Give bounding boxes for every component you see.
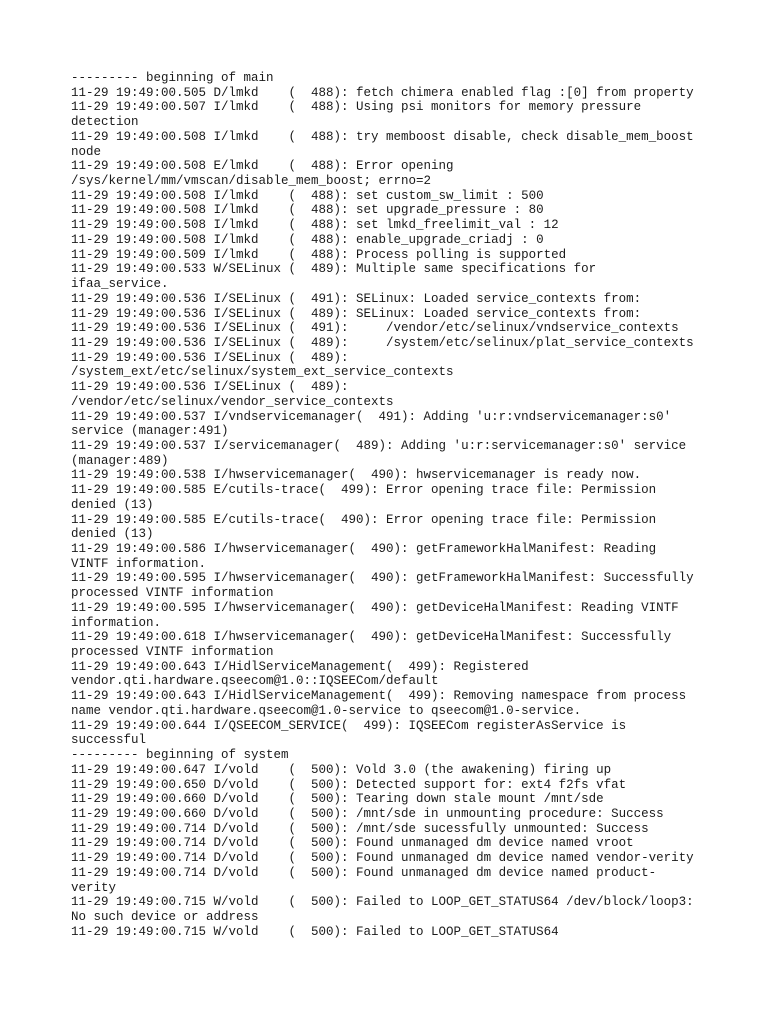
log-line: 11-29 19:49:00.647 I/vold ( 500): Vold 3.0 (the awakening) firing up <box>71 762 612 777</box>
log-line: 11-29 19:49:00.533 W/SELinux ( 489): Multiple same specifications for <box>71 262 597 277</box>
log-line: denied (13) <box>71 497 154 512</box>
log-line: 11-29 19:49:00.714 D/vold ( 500): Found unmanaged dm device named product- <box>71 865 657 880</box>
log-line: No such device or address <box>71 909 259 924</box>
log-line: 11-29 19:49:00.538 I/hwservicemanager( 490): hwservicemanager is ready now. <box>71 468 642 483</box>
log-line: 11-29 19:49:00.508 E/lmkd ( 488): Error opening <box>71 159 454 174</box>
log-line: 11-29 19:49:00.536 I/SELinux ( 491): SELinux: Loaded service_contexts from: <box>71 291 642 306</box>
log-line: 11-29 19:49:00.715 W/vold ( 500): Failed to LOOP_GET_STATUS64 <box>71 924 559 939</box>
log-line: name vendor.qti.hardware.qseecom@1.0-service to qseecom@1.0-service. <box>71 703 582 718</box>
log-line: /system_ext/etc/selinux/system_ext_service_contexts <box>71 365 454 380</box>
log-line: 11-29 19:49:00.585 E/cutils-trace( 499): Error opening trace file: Permission <box>71 483 657 498</box>
log-line: 11-29 19:49:00.537 I/vndservicemanager( 491): Adding 'u:r:vndservicemanager:s0' <box>71 409 672 424</box>
log-line: 11-29 19:49:00.660 D/vold ( 500): /mnt/sde in unmounting procedure: Success <box>71 806 664 821</box>
log-line: 11-29 19:49:00.537 I/servicemanager( 489): Adding 'u:r:servicemanager:s0' service <box>71 438 687 453</box>
log-line: processed VINTF information <box>71 586 274 601</box>
log-line: 11-29 19:49:00.714 D/vold ( 500): Found unmanaged dm device named vroot <box>71 836 634 851</box>
log-line: 11-29 19:49:00.714 D/vold ( 500): /mnt/sde sucessfully unmounted: Success <box>71 821 649 836</box>
log-line: 11-29 19:49:00.586 I/hwservicemanager( 490): getFrameworkHalManifest: Reading <box>71 542 657 556</box>
log-line: VINTF information. <box>71 556 207 571</box>
log-line: 11-29 19:49:00.536 I/SELinux ( 489): /system/etc/selinux/plat_service_contexts <box>71 335 694 350</box>
log-line: processed VINTF information <box>71 645 274 660</box>
log-line: 11-29 19:49:00.509 I/lmkd ( 488): Process polling is supported <box>71 247 567 262</box>
log-line: 11-29 19:49:00.643 I/HidlServiceManagement( 499): Removing namespace from process <box>71 689 687 704</box>
log-line: 11-29 19:49:00.618 I/hwservicemanager( 490): getDeviceHalManifest: Successfully <box>71 630 672 645</box>
log-line: information. <box>71 615 162 630</box>
log-line: 11-29 19:49:00.585 E/cutils-trace( 490): Error opening trace file: Permission <box>71 512 657 527</box>
log-line: 11-29 19:49:00.536 I/SELinux ( 489): <box>71 350 349 365</box>
log-line: 11-29 19:49:00.644 I/QSEECOM_SERVICE( 499): IQSEECom registerAsService is <box>71 718 627 733</box>
log-line: node <box>71 144 102 159</box>
log-line: 11-29 19:49:00.643 I/HidlServiceManagement( 499): Registered <box>71 659 529 674</box>
log-line: (manager:489) <box>71 453 169 468</box>
log-line: 11-29 19:49:00.508 I/lmkd ( 488): set upgrade_pressure : 80 <box>71 203 544 218</box>
log-line: 11-29 19:49:00.536 I/SELinux ( 491): /vendor/etc/selinux/vndservice_contexts <box>71 321 679 336</box>
log-line: denied (13) <box>71 527 154 542</box>
log-line: 11-29 19:49:00.508 I/lmkd ( 488): try memboost disable, check disable_mem_boost <box>71 129 694 144</box>
log-line: 11-29 19:49:00.536 I/SELinux ( 489): <box>71 380 349 395</box>
log-text-block <box>71 71 711 939</box>
log-line: verity <box>71 880 117 895</box>
log-line: 11-29 19:49:00.660 D/vold ( 500): Tearing down stale mount /mnt/sde <box>71 792 604 807</box>
log-line: 11-29 19:49:00.595 I/hwservicemanager( 490): getDeviceHalManifest: Reading VINTF <box>71 600 679 615</box>
log-line: 11-29 19:49:00.508 I/lmkd ( 488): set lmkd_freelimit_val : 12 <box>71 218 559 233</box>
log-line: 11-29 19:49:00.507 I/lmkd ( 488): Using psi monitors for memory pressure <box>71 100 642 115</box>
log-line: service (manager:491) <box>71 424 229 439</box>
log-line: detection <box>71 115 139 130</box>
log-line: 11-29 19:49:00.595 I/hwservicemanager( 490): getFrameworkHalManifest: Successfully <box>71 571 694 586</box>
log-line: 11-29 19:49:00.508 I/lmkd ( 488): enable_upgrade_criadj : 0 <box>71 232 544 247</box>
log-line: /vendor/etc/selinux/vendor_service_contexts <box>71 394 394 409</box>
log-line: 11-29 19:49:00.508 I/lmkd ( 488): set custom_sw_limit : 500 <box>71 188 544 203</box>
log-line: --------- beginning of system <box>71 748 289 763</box>
log-line: successful <box>71 733 147 748</box>
log-line: vendor.qti.hardware.qseecom@1.0::IQSEECom/default <box>71 674 439 689</box>
log-line: 11-29 19:49:00.714 D/vold ( 500): Found unmanaged dm device named vendor-verity <box>71 851 694 866</box>
log-line: 11-29 19:49:00.536 I/SELinux ( 489): SELinux: Loaded service_contexts from: <box>71 306 642 321</box>
log-line: 11-29 19:49:00.650 D/vold ( 500): Detected support for: ext4 f2fs vfat <box>71 777 627 792</box>
log-line: /sys/kernel/mm/vmscan/disable_mem_boost; errno=2 <box>71 174 432 189</box>
log-line: 11-29 19:49:00.715 W/vold ( 500): Failed to LOOP_GET_STATUS64 /dev/block/loop3: <box>71 895 694 910</box>
log-line: ifaa_service. <box>71 277 169 292</box>
log-line: --------- beginning of main <box>71 71 274 85</box>
log-line: 11-29 19:49:00.505 D/lmkd ( 488): fetch chimera enabled flag :[0] from property <box>71 85 694 100</box>
